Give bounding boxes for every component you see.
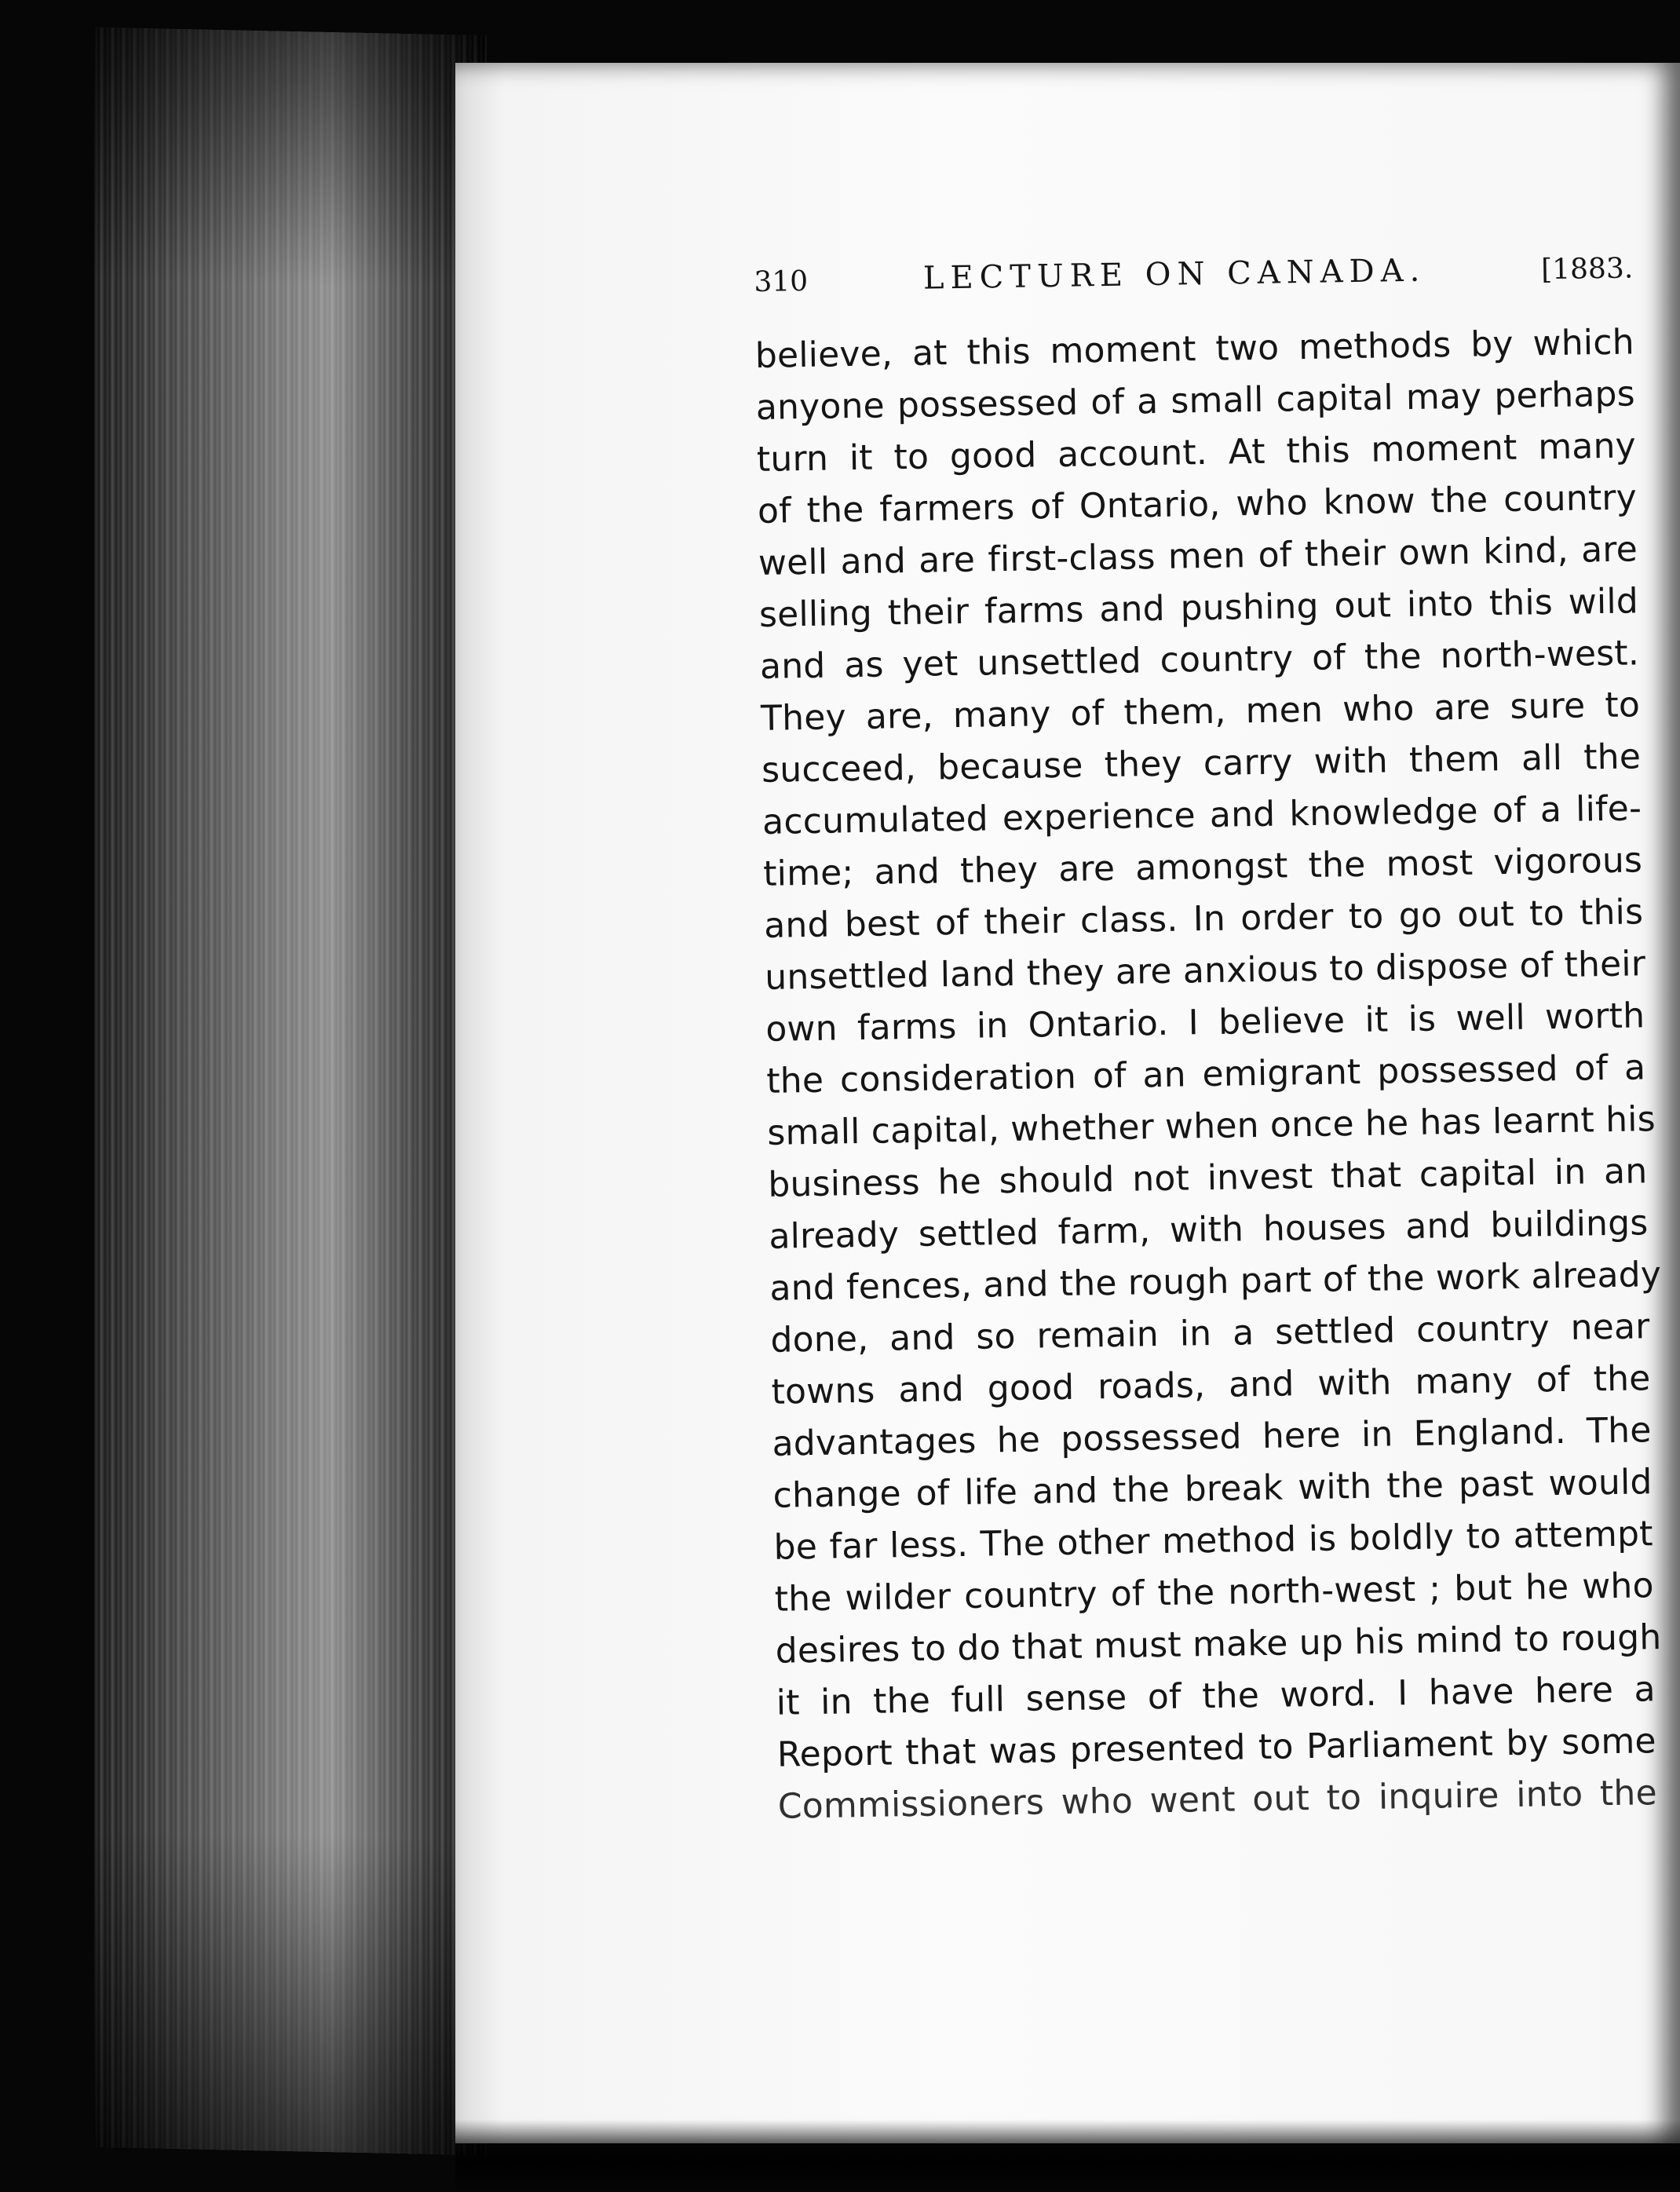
text-line: small capital, whether when once he has learnt his [767,1099,1656,1153]
text-line: well and are first-class men of their own kind, are [758,529,1638,583]
text-line: the consideration of an emigrant possessed of a [765,1047,1646,1101]
book-page-edges [94,27,487,2155]
text-line: accumulated experience and knowledge of a life- [761,788,1642,842]
text-line: it in the full sense of the word. I have here a [776,1669,1656,1723]
text-line: desires to do that must make up his mind to rough [775,1617,1662,1671]
text-line: of the farmers of Ontario, who know the country [757,477,1638,532]
text-line: They are, many of them, men who are sure to [760,685,1641,739]
text-line: change of life and the break with the past would [772,1462,1653,1516]
text-line: done, and so remain in a settled country near [770,1306,1650,1361]
text-line: unsettled land they are anxious to dispose of their [764,944,1646,998]
body-text [754,316,1662,1832]
text-line: anyone possessed of a small capital may perhaps [755,374,1636,428]
running-year: [1883. [1540,252,1634,287]
text-line: and as yet unsettled country of the north-west. [759,633,1640,687]
text-line: and best of their class. In order to go out to this [763,892,1644,946]
text-line: the wilder country of the north-west ; but he who [774,1565,1655,1620]
text-line: own farms in Ontario. I believe it is well worth [765,996,1645,1050]
text-line: succeed, because they carry with them all the [761,736,1642,791]
text-line: Commissioners who went out to inquire into the [777,1773,1658,1827]
text-line: advantages he possessed here in England. The [772,1410,1652,1464]
page-text-block [754,249,1662,1832]
text-line: Report that was presented to Parliament by some [776,1721,1657,1775]
page-bottom-shadow [455,2120,1680,2192]
text-line: and fences, and the rough part of the work already [769,1255,1662,1309]
text-line: already settled farm, with houses and buildings [769,1203,1649,1257]
text-line: turn it to good account. At this moment many [756,426,1637,480]
text-line: towns and good roads, and with many of the [771,1358,1651,1412]
page-number: 310 [754,265,809,298]
text-line: business he should not invest that capital in an [768,1151,1648,1205]
text-line: time; and they are amongst the most vigorous [762,840,1643,894]
running-title: LECTURE ON CANADA. [922,252,1426,297]
text-line: be far less. The other method is boldly to attempt [773,1514,1653,1568]
text-line: selling their farms and pushing out into this wild [758,581,1639,635]
text-line: believe, at this moment two methods by which [754,322,1635,376]
